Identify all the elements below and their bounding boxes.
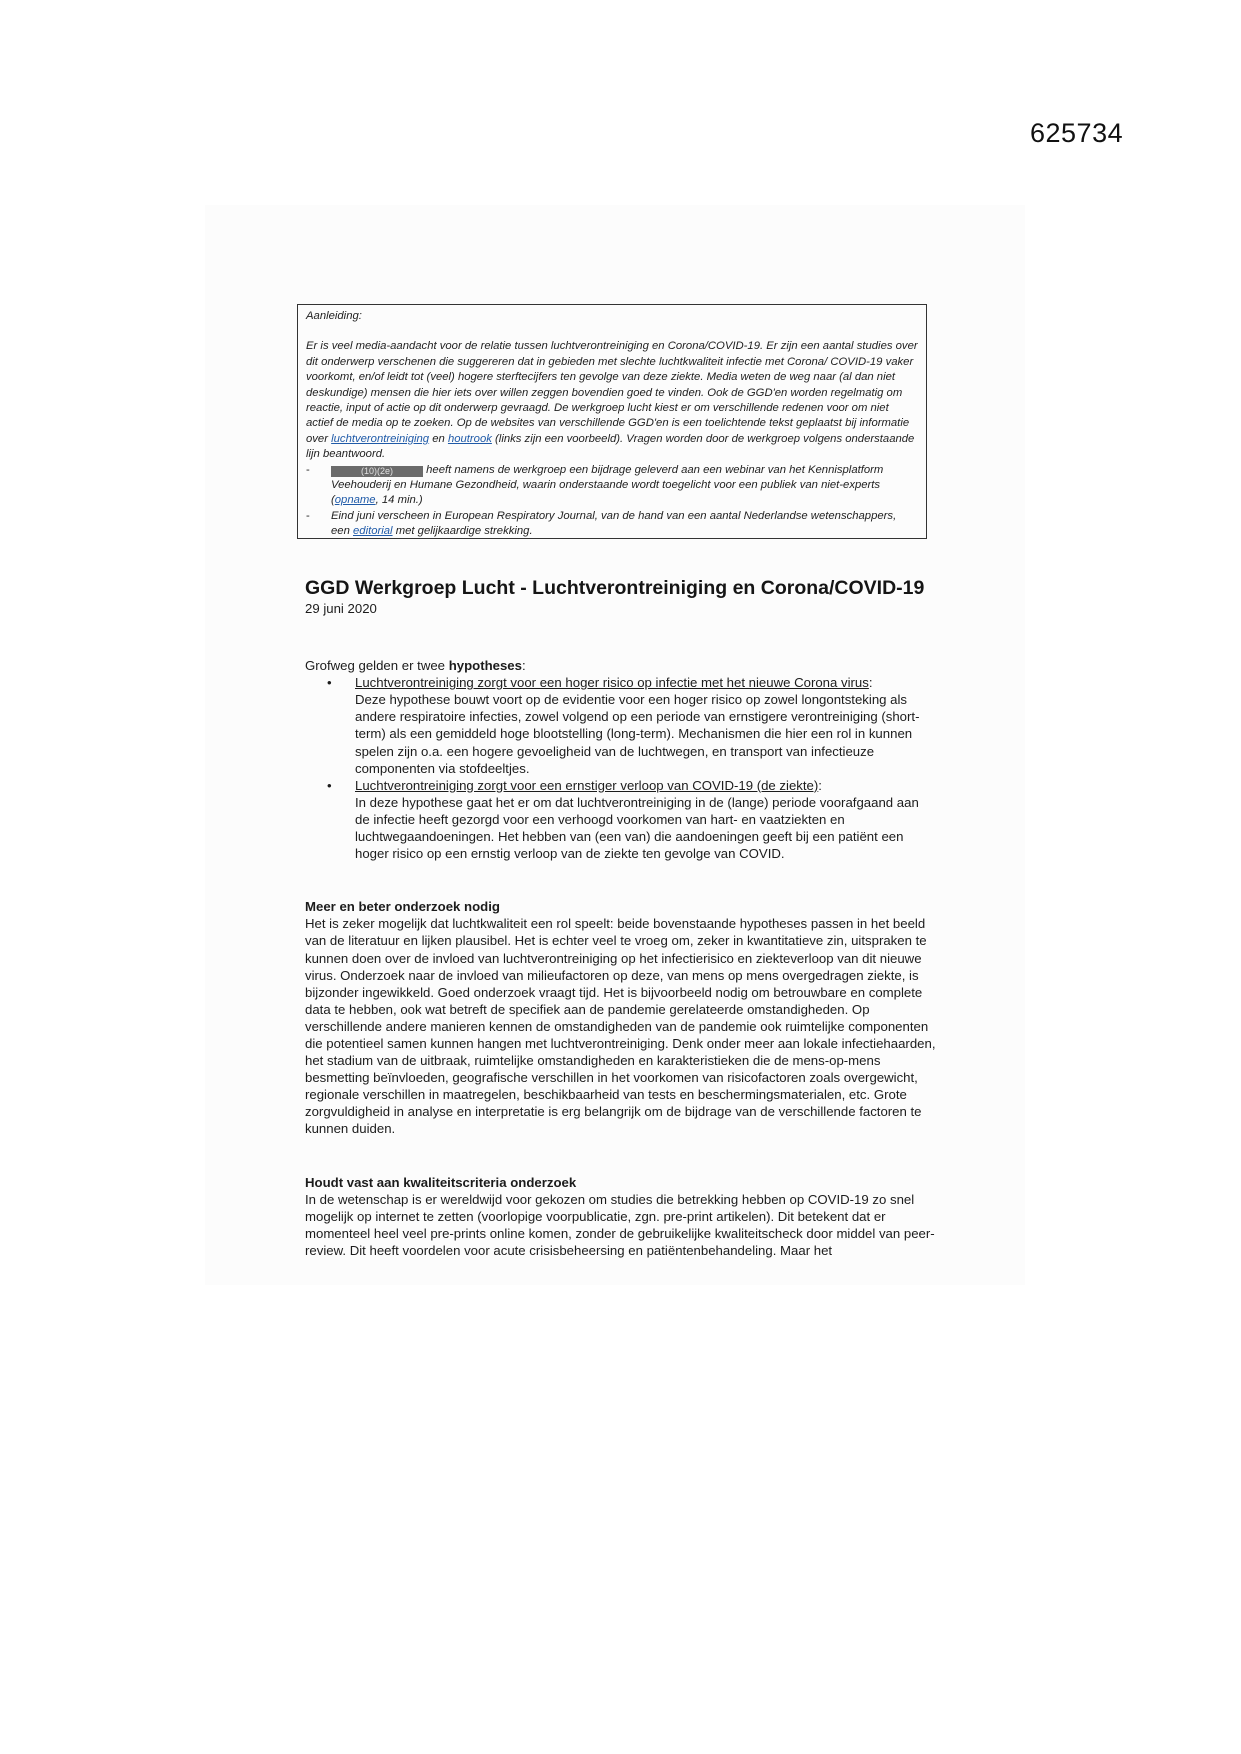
hypothesis-body: Deze hypothese bouwt voort op de evidentie voor een hoger risico op zowel longontsteking als andere respiratoire infecties, zowel volgend op een periode van ernstigere verontreiniging (short-term) als een gemiddeld hoge blootstelling (long-term). Mechanismen die hier een rol in kunnen spelen zijn o.a. een hogere gevoeligheid van de luchtwegen, en transport van infectieuze componenten via stofdeeltjes. xyxy=(355,692,920,776)
notice-item-body: heeft namens de werkgroep een bijdrage geleverd aan een webinar van het Kennisplatform Veehouderij en Humane Gezondheid, waarin onderstaande wordt toegelicht voor een publiek van niet-experts ( xyxy=(331,463,884,507)
notice-text-join: en xyxy=(429,432,448,445)
bullet-icon: • xyxy=(327,675,332,691)
list-item xyxy=(305,777,937,862)
section-title-kwaliteit: Houdt vast aan kwaliteitscriteria onderzoek xyxy=(305,1174,577,1190)
hypothesis-body: In deze hypothese gaat het er om dat luchtverontreiniging in de (lange) periode voorafgaand aan de infectie heeft gezorgd voor een verhoogd voorkomen van hart- en vaatziekten en luchtwegaandoeningen. Het hebben van (een van) die aandoeningen geeft bij een patiënt een hoger risico op een ernstig verloop van de ziekte ten gevolge van COVID. xyxy=(355,794,919,862)
notice-item-tail: , 14 min.) xyxy=(375,494,423,507)
notice-item-body: Eind juni verscheen in European Respiratory Journal, van de hand van een aantal Nederlandse wetenschappers, een xyxy=(331,509,897,538)
notice-box xyxy=(297,304,927,539)
hypothesis-heading-suffix: : xyxy=(868,675,873,691)
hypothesis-heading: Luchtverontreiniging zorgt voor een ernstiger verloop van COVID-19 (de ziekte) xyxy=(355,777,819,793)
main-content xyxy=(305,576,937,1259)
dash-marker: - xyxy=(306,509,310,522)
list-item xyxy=(305,674,937,777)
redaction-block: (10)(2e) xyxy=(331,466,423,477)
link-houtrook[interactable]: houtrook xyxy=(447,432,492,445)
section-title-onderzoek: Meer en beter onderzoek nodig xyxy=(305,899,500,915)
intro-suffix: : xyxy=(521,658,526,674)
notice-item-tail: met gelijkaardige strekking. xyxy=(392,525,533,538)
bullet-icon: • xyxy=(327,777,332,793)
notice-text-end: (links zijn een voorbeeld). Vragen worden door de werkgroep volgens onderstaande lijn beantwoord. xyxy=(306,432,915,461)
notice-paragraph xyxy=(306,339,918,462)
hypothesis-heading-suffix: : xyxy=(818,777,822,793)
section-body-kwaliteit: In de wetenschap is er wereldwijd voor gekozen om studies die betrekking hebben op COVID-19 zo snel mogelijk op internet te zetten (voorlopige voorpublicatie, zgn. pre-print artikelen). Dit betekent dat er momenteel heel veel pre-prints online komen, zonder de gebruikelijke kwaliteitscheck door middel van peer-review. Dit heeft voordelen voor acute crisisbeheersing en patiëntenbehandeling. Maar het xyxy=(305,1191,935,1258)
link-opname[interactable]: opname xyxy=(334,494,376,507)
notice-item-text xyxy=(331,463,918,509)
document-id: 625734 xyxy=(1030,118,1124,148)
section-body-onderzoek: Het is zeker mogelijk dat luchtkwaliteit een rol speelt: beide bovenstaande hypotheses passen in het beeld van de literatuur en lijken plausibel. Het is echter veel te vroeg om, zeker in kwantitatieve zin, uitspraken te kunnen doen over de invloed van luchtverontreiniging op het infectierisico en ziekteverloop van dit nieuwe virus. Onderzoek naar de invloed van milieufactoren op deze, van mens op mens overgedragen ziekte, is bijzonder ingewikkeld. Goed onderzoek vraagt tijd. Het is bijvoorbeeld nodig om betrouwbare en complete data te hebben, ook wat betreft de specifiek aan de pandemie gerelateerde omstandigheden. Op verschillende andere manieren kennen de omstandigheden van de pandemie ook ruimtelijke componenten die potentieel samen kunnen hangen met luchtverontreiniging. Denk onder meer aan lokale infectiehaarden, het stadium van de uitbraak, ruimtelijke omstandigheden en karakteristieken die de mens-op-mens besmetting beïnvloeden, geografische verschillen in het voorkomen van risicofactoren zoals overgewicht, regionale verschillen in maatregelen, beschikbaarheid van tests en beschermingsmaterialen, etc. Grote zorgvuldigheid in analyse en interpretatie is erg belangrijk om de bijdrage van de verschillende factoren te kunnen duiden. xyxy=(305,916,936,1137)
notice-item-text xyxy=(331,509,918,540)
notice-item-editorial xyxy=(306,509,918,540)
document-date: 29 juni 2020 xyxy=(305,601,377,616)
notice-text: Er is veel media-aandacht voor de relatie tussen luchtverontreiniging en Corona/COVID-19. Er zijn een aantal studies over dit onderwerp verschenen die suggereren dat in gebieden met slechte luchtkwaliteit infectie met Corona/ COVID-19 vaker voorkomt, en/of leidt tot (veel) hogere sterftecijfers ten gevolge van deze ziekte. Media weten de weg naar (al dan niet deskundige) mensen die hier iets over willen zeggen bovendien goed te vinden. Ook de GGD'en worden regelmatig om reactie, input of actie op dit onderwerp gevraagd. De werkgroep lucht kiest er om verschillende redenen voor om niet actief de media op te zoeken. Op de websites van verschillende GGD'en is een toelichtende tekst geplaatst bij informatie over xyxy=(306,340,918,445)
hypotheses-list xyxy=(305,674,937,862)
dash-marker: - xyxy=(306,463,310,476)
notice-item-webinar xyxy=(306,463,918,509)
intro-text: Grofweg gelden er twee xyxy=(305,658,449,674)
intro-bold: hypotheses xyxy=(448,658,522,674)
link-luchtverontreiniging[interactable]: luchtverontreiniging xyxy=(331,432,430,445)
page-title: GGD Werkgroep Lucht - Luchtverontreiniging en Corona/COVID-19 xyxy=(305,577,925,599)
hypothesis-heading: Luchtverontreiniging zorgt voor een hoger risico op infectie met het nieuwe Corona virus xyxy=(355,675,869,691)
intro-line xyxy=(305,657,937,674)
notice-heading: Aanleiding: xyxy=(306,310,362,322)
link-editorial[interactable]: editorial xyxy=(353,525,393,538)
